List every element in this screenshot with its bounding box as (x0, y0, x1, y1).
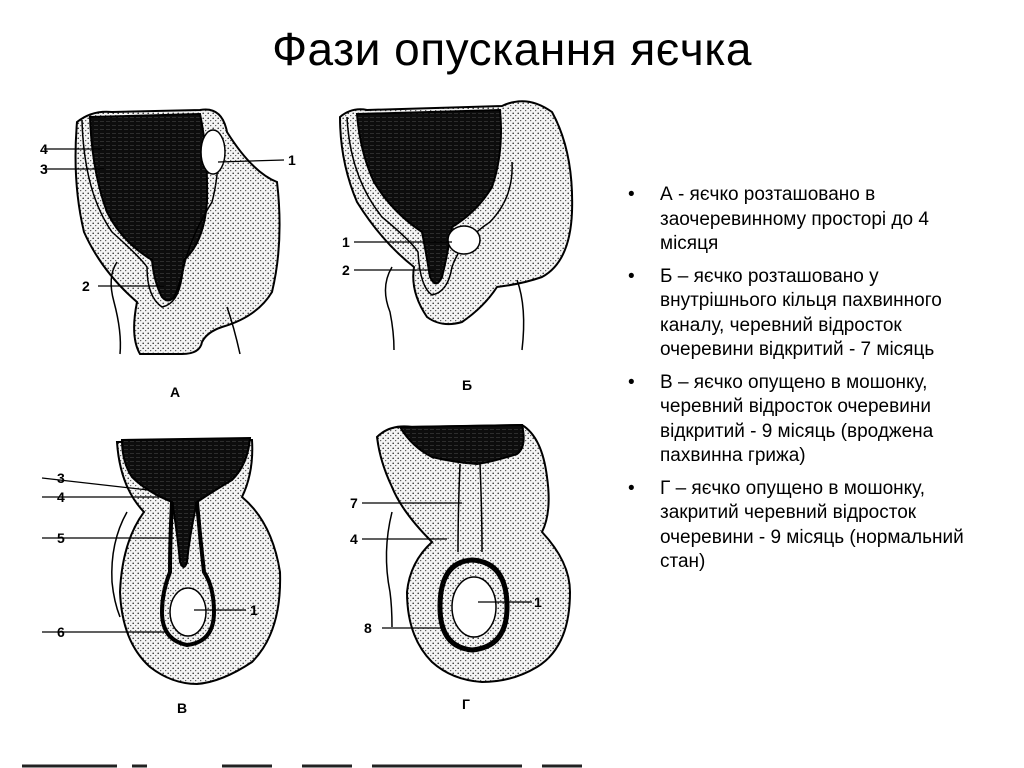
panel-a-caption: А (170, 384, 181, 400)
panel-b-caption: Б (462, 377, 473, 393)
panel-b-testicle (448, 226, 480, 254)
bullet-item (628, 265, 973, 363)
bullet-marker: • (628, 371, 635, 393)
panel-b-leg-outline (385, 267, 394, 350)
panel-c (42, 438, 280, 716)
panel-d-label-7: 7 (350, 495, 358, 511)
bullet-text: Г – яєчко опущено в мошонку, закритий черевний відросток очеревини - 9 місяць (нормальний стан) (660, 477, 964, 572)
bullet-marker: • (628, 184, 635, 205)
panel-d (350, 425, 570, 712)
slide-title: Фази опускання яєчка (272, 23, 752, 75)
panel-a (40, 109, 296, 400)
panel-a-label-3: 3 (40, 161, 48, 177)
panel-b-thigh-outline (517, 280, 524, 350)
panel-a-label-4: 4 (40, 141, 48, 157)
bullet-item (628, 477, 973, 575)
panel-c-label-4: 4 (57, 489, 65, 505)
panel-a-label-2: 2 (82, 278, 90, 294)
panel-a-label-1: 1 (288, 152, 296, 168)
panel-c-label-1: 1 (250, 602, 258, 618)
bullet-item (628, 183, 973, 257)
testicle-descent-diagram (22, 92, 612, 768)
panel-d-caption: Г (462, 696, 470, 712)
bullet-marker: • (628, 265, 635, 287)
panel-d-testicle (452, 577, 496, 637)
bullet-item (628, 371, 973, 469)
panel-d-label-4: 4 (350, 531, 358, 547)
bullet-text: Б – яєчко розташовано у внутрішнього кільця пахвинного каналу, черевний відросток очеревини відкритий - 7 місяць (660, 265, 942, 360)
panel-b-label-2: 2 (342, 262, 350, 278)
panel-c-label-6: 6 (57, 624, 65, 640)
panel-d-leg-outline (386, 512, 392, 627)
panel-c-testicle (170, 588, 206, 636)
panel-a-testicle (201, 130, 225, 174)
bullet-marker: • (628, 477, 635, 499)
panel-c-label-3: 3 (57, 470, 65, 486)
panel-c-caption: В (177, 700, 188, 716)
panel-d-label-8: 8 (364, 620, 372, 636)
panel-b-label-1: 1 (342, 234, 350, 250)
panel-d-label-1: 1 (534, 594, 542, 610)
bullet-text: А - яєчко розташовано в заочеревинному просторі до 4 місяця (660, 184, 929, 254)
bullet-text: В – яєчко опущено в мошонку, черевний відросток очеревини відкритий - 9 місяць (вроджена пахвинна грижа) (660, 371, 934, 466)
panel-b (340, 101, 572, 393)
descent-phase-list (628, 183, 973, 583)
panel-c-label-5: 5 (57, 530, 65, 546)
